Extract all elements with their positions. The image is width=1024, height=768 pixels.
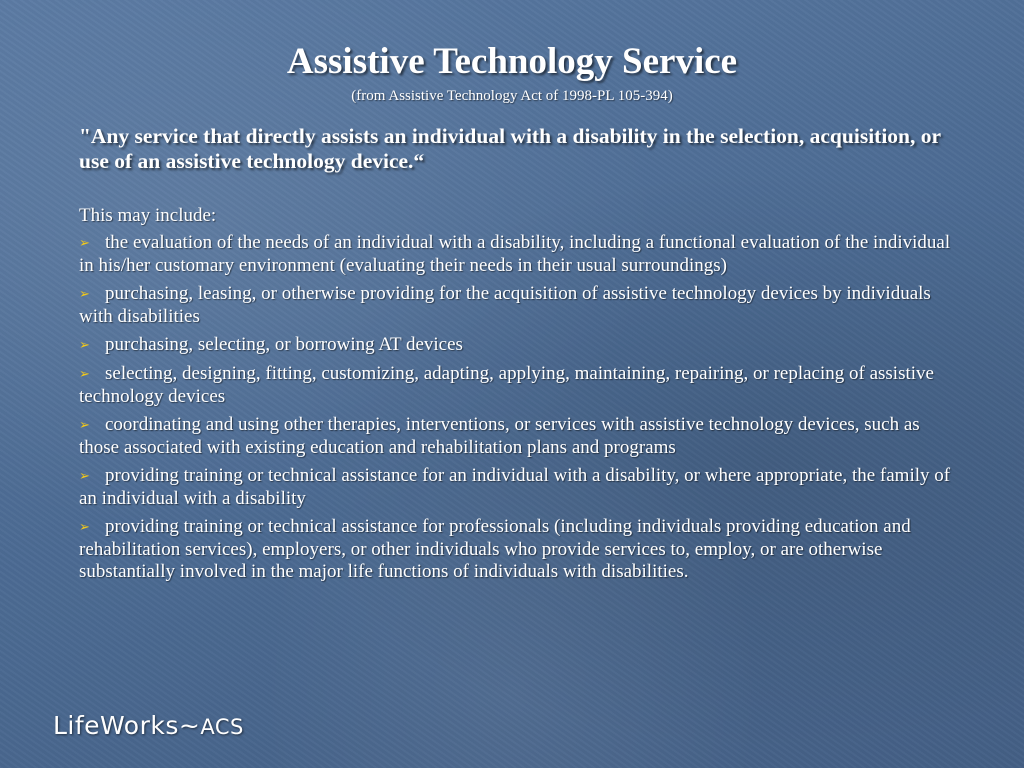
service-list — [79, 232, 959, 589]
list-item-text: the evaluation of the needs of an individual with a disability, including a functional evaluation of the individual in his/her customary environment (evaluating their needs in their usual surroundings) — [79, 232, 951, 276]
arrow-bullet-icon: ➢ — [79, 236, 90, 251]
list-item-text: providing training or technical assistance for an individual with a disability, or where appropriate, the family of an individual with a disability — [79, 465, 951, 509]
list-item — [79, 283, 959, 328]
slide-title: Assistive Technology Service — [286, 41, 738, 82]
list-item-text: purchasing, leasing, or otherwise providing for the acquisition of assistive technology devices by individuals with disabilities — [79, 283, 931, 327]
list-item — [79, 465, 959, 510]
list-item — [79, 334, 959, 357]
list-item-text: purchasing, selecting, or borrowing AT devices — [105, 334, 463, 355]
list-item-text: selecting, designing, fitting, customizing, adapting, applying, maintaining, repairing, or replacing of assistive technology devices — [79, 363, 934, 407]
list-item-text: coordinating and using other therapies, interventions, or services with assistive technology devices, such as those associated with existing education and rehabilitation plans and programs — [79, 414, 920, 458]
list-item — [79, 363, 959, 408]
list-intro: This may include: — [79, 205, 217, 226]
arrow-bullet-icon: ➢ — [79, 469, 90, 484]
list-item-text: providing training or technical assistance for professionals (including individuals providing education and rehabilitation services), employers, or other individuals who provide services to, employ, or are otherwise substantially involved in the major life functions of individuals with disabilities. — [79, 516, 911, 582]
logo-main-text: LifeWorks~ — [53, 711, 201, 740]
slide-subtitle: (from Assistive Technology Act of 1998-PL 105-394) — [351, 88, 673, 104]
arrow-bullet-icon: ➢ — [79, 367, 90, 382]
footer-logo — [53, 710, 244, 743]
list-item — [79, 516, 959, 583]
list-item — [79, 232, 959, 277]
arrow-bullet-icon: ➢ — [79, 338, 90, 353]
definition-quote: "Any service that directly assists an individual with a disability in the selection, acquisition, or use of an assistive technology device.“ — [79, 124, 941, 173]
arrow-bullet-icon: ➢ — [79, 520, 90, 535]
logo-sub-text: ACS — [200, 715, 244, 739]
arrow-bullet-icon: ➢ — [79, 287, 90, 302]
arrow-bullet-icon: ➢ — [79, 418, 90, 433]
list-item — [79, 414, 959, 459]
